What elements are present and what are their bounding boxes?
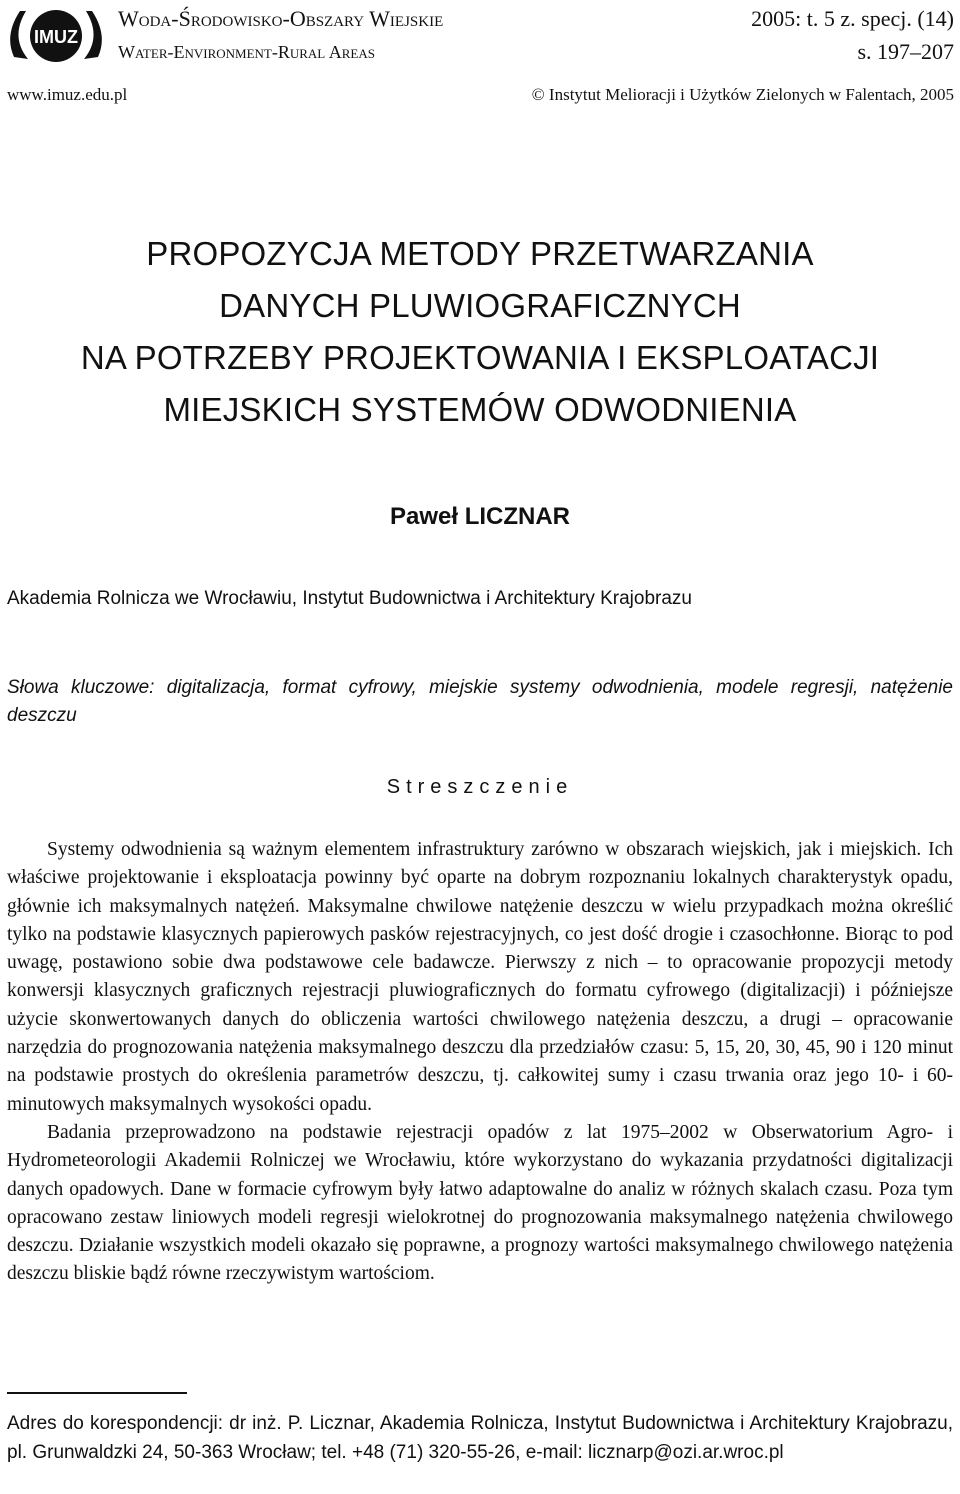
- logo-text: IMUZ: [34, 27, 78, 47]
- abstract-body: [7, 836, 953, 1289]
- abstract-heading: Streszczenie: [386, 776, 574, 798]
- abstract-paragraph: Systemy odwodnienia są ważnym elementem infrastruktury zarówno w obszarach wiejskich, jak i miejskich. Ich właściwe projektowanie i eksploatacja powinny być oparte na dobrym rozpoznaniu lokalnych charakterystyk opadu, głównie ich maksymalnych natężeń. Maksymalne chwilowe natężenie deszczu w wielu przypadkach można określić tylko na podstawie klasycznych papierowych pasków rejestracyjnych, co jest dość drogie i czasochłonne. Biorąc to pod uwagę, postawiono sobie dwa podstawowe cele badawcze. Pierwszy z nich – to opracowanie propozycji metody konwersji klasycznych graficznych rejestracji pluwiograficznych do formatu cyfrowego (digitalizacji) i późniejsze użycie skonwertowanych danych do obliczenia wartości chwilowego natężenia deszczu, a drugi – opracowanie narzędzia do prognozowania natężenia maksymalnego deszczu dla przedziałów czasu: 5, 15, 20, 30, 45, 90 i 120 minut na podstawie prostych do określenia parametrów deszczu, tj. całkowitej sumy i czasu trwania oraz jego 10- i 60-minutowych maksymalnych wysokości opadu.: [7, 839, 953, 1115]
- keywords: Słowa kluczowe: digitalizacja, format cyfrowy, miejskie systemy odwodnienia, modele regresji, natężenie deszczu: [7, 677, 953, 726]
- footnote-divider: [7, 1392, 187, 1394]
- title-line: NA POTRZEBY PROJEKTOWANIA I EKSPLOATACJI: [80, 339, 880, 376]
- journal-website[interactable]: www.imuz.edu.pl: [7, 85, 128, 104]
- title-line: PROPOZYCJA METODY PRZETWARZANIA: [146, 235, 814, 272]
- author-name: Paweł LICZNAR: [389, 503, 571, 530]
- correspondence-footnote: Adres do korespondencji: dr inż. P. Licznar, Akademia Rolnicza, Instytut Budownictwa i Architektury Krajobrazu, pl. Grunwaldzki 24, 50-363 Wrocław; tel. +48 (71) 320-55-26, e-mail: licznarp@ozi.ar.wroc.pl: [7, 1413, 953, 1463]
- journal-title-pl: Woda-Środowisko-Obszary Wiejskie: [118, 6, 444, 31]
- title-line: MIEJSKICH SYSTEMÓW ODWODNIENIA: [163, 391, 797, 428]
- journal-volume: 2005: t. 5 z. specj. (14): [751, 6, 954, 31]
- imuz-logo: [8, 7, 104, 65]
- abstract-paragraph: Badania przeprowadzono na podstawie rejestracji opadów z lat 1975–2002 w Obserwatorium Agro- i Hydrometeorologii Akademii Rolniczej we Wrocławiu, które wykorzystano do wykazania przydatności digitalizacji danych opadowych. Dane w formacie cyfrowym były łatwo adaptowalne do analiz w różnych skalach czasu. Poza tym opracowano zestaw liniowych modeli regresji wielokrotnej do prognozowania maksymalnego natężenia chwilowego deszczu. Działanie wszystkich modeli okazało się poprawne, a prognozy wartości maksymalnego chwilowego natężenia deszczu bliskie bądź równe rzeczywistym wartościom.: [7, 1121, 953, 1285]
- copyright-line: © Instytut Melioracji i Użytków Zielonych w Falentach, 2005: [531, 85, 954, 104]
- title-line: DANYCH PLUWIOGRAFICZNYCH: [219, 287, 741, 324]
- page-range: s. 197–207: [857, 39, 954, 64]
- author-affiliation: Akademia Rolnicza we Wrocławiu, Instytut Budownictwa i Architektury Krajobrazu: [7, 588, 692, 609]
- journal-title-en: Water-Environment-Rural Areas: [118, 42, 375, 62]
- article-title: [0, 228, 960, 436]
